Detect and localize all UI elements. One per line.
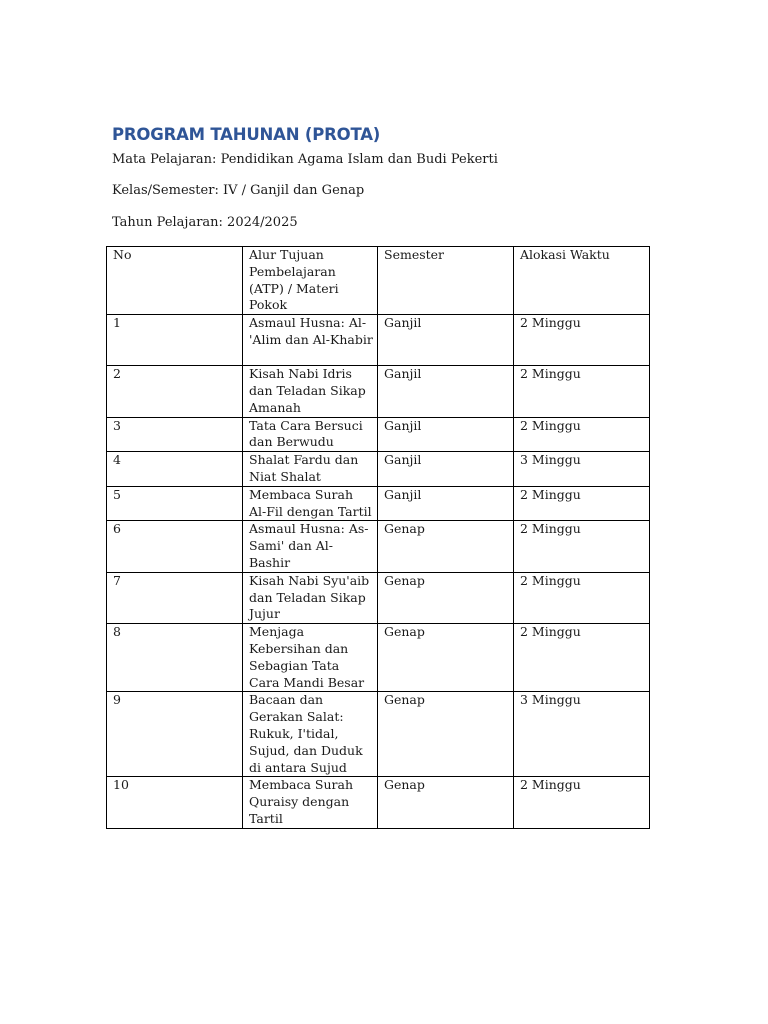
cell-alokasi: 2 Minggu	[514, 486, 650, 521]
header-semester: Semester	[378, 247, 514, 315]
table-row	[107, 486, 650, 521]
cell-materi: Kisah Nabi Syu'aib dan Teladan Sikap Jujur	[243, 572, 378, 623]
cell-semester: Ganjil	[378, 366, 514, 417]
cell-alokasi: 2 Minggu	[514, 366, 650, 417]
cell-materi: Membaca Surah Quraisy dengan Tartil	[243, 777, 378, 828]
cell-materi: Asmaul Husna: As-Sami' dan Al-Bashir	[243, 521, 378, 572]
table-row	[107, 315, 650, 366]
cell-semester: Ganjil	[378, 486, 514, 521]
cell-materi: Membaca Surah Al-Fil dengan Tartil	[243, 486, 378, 521]
cell-semester: Genap	[378, 572, 514, 623]
cell-no: 5	[107, 486, 243, 521]
cell-no: 10	[107, 777, 243, 828]
cell-semester: Ganjil	[378, 452, 514, 487]
cell-no: 9	[107, 692, 243, 777]
cell-semester: Genap	[378, 624, 514, 692]
academic-year-line: Tahun Pelajaran: 2024/2025	[112, 215, 298, 230]
table-row	[107, 624, 650, 692]
cell-materi: Tata Cara Bersuci dan Berwudu	[243, 417, 378, 452]
cell-materi: Asmaul Husna: Al-'Alim dan Al-Khabir	[243, 315, 378, 366]
table-row	[107, 692, 650, 777]
cell-no: 8	[107, 624, 243, 692]
cell-no: 7	[107, 572, 243, 623]
table-row	[107, 452, 650, 487]
header-materi: Alur Tujuan Pembelajaran (ATP) / Materi Pokok	[243, 247, 378, 315]
cell-alokasi: 2 Minggu	[514, 777, 650, 828]
cell-semester: Ganjil	[378, 417, 514, 452]
cell-no: 3	[107, 417, 243, 452]
cell-alokasi: 3 Minggu	[514, 692, 650, 777]
cell-alokasi: 2 Minggu	[514, 572, 650, 623]
cell-materi: Menjaga Kebersihan dan Sebagian Tata Cara Mandi Besar	[243, 624, 378, 692]
cell-semester: Ganjil	[378, 315, 514, 366]
header-no: No	[107, 247, 243, 315]
cell-alokasi: 2 Minggu	[514, 521, 650, 572]
document-title: PROGRAM TAHUNAN (PROTA)	[112, 125, 381, 144]
cell-no: 2	[107, 366, 243, 417]
table-row	[107, 366, 650, 417]
cell-alokasi: 2 Minggu	[514, 624, 650, 692]
cell-semester: Genap	[378, 777, 514, 828]
prota-table	[106, 246, 650, 829]
cell-materi: Bacaan dan Gerakan Salat: Rukuk, I'tidal, Sujud, dan Duduk di antara Sujud	[243, 692, 378, 777]
cell-materi: Kisah Nabi Idris dan Teladan Sikap Amanah	[243, 366, 378, 417]
table-row	[107, 777, 650, 828]
table-row	[107, 521, 650, 572]
header-alokasi: Alokasi Waktu	[514, 247, 650, 315]
subject-line: Mata Pelajaran: Pendidikan Agama Islam dan Budi Pekerti	[112, 152, 498, 167]
cell-semester: Genap	[378, 521, 514, 572]
cell-alokasi: 2 Minggu	[514, 417, 650, 452]
cell-no: 6	[107, 521, 243, 572]
cell-semester: Genap	[378, 692, 514, 777]
table-header-row	[107, 247, 650, 315]
cell-alokasi: 3 Minggu	[514, 452, 650, 487]
cell-materi: Shalat Fardu dan Niat Shalat	[243, 452, 378, 487]
cell-no: 1	[107, 315, 243, 366]
cell-no: 4	[107, 452, 243, 487]
table-row	[107, 572, 650, 623]
cell-alokasi: 2 Minggu	[514, 315, 650, 366]
table-row	[107, 417, 650, 452]
class-semester-line: Kelas/Semester: IV / Ganjil dan Genap	[112, 183, 365, 198]
